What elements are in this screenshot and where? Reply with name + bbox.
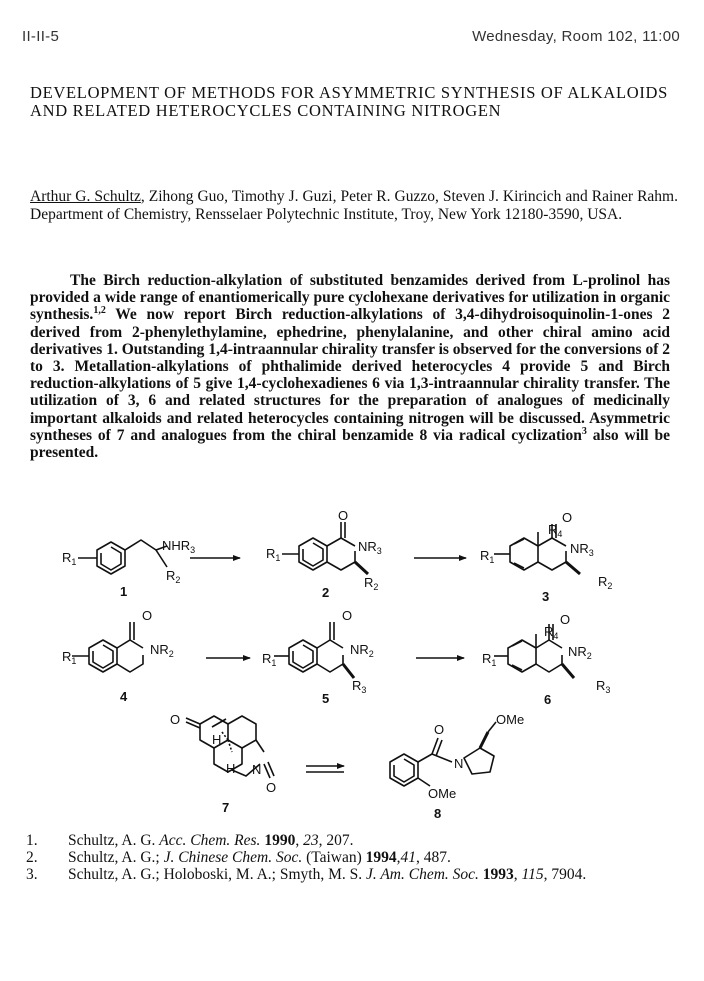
compound-ref: 4 [502, 358, 510, 376]
double-arrow [306, 766, 344, 772]
substituent-r2: $R_2$ [166, 568, 181, 585]
compound-ref: 5 [580, 358, 589, 376]
substituent-nr2: $NR_2$ [350, 642, 374, 659]
carbonyl-oxygen: O [338, 508, 349, 523]
hydrogen-label: H [226, 761, 236, 776]
compound-ref: 6 [372, 375, 380, 393]
compound-ref: 3 [52, 358, 61, 376]
compound-label-8: 8 [434, 806, 442, 821]
substituent-r1: $R_1$ [266, 546, 281, 563]
structure-compound-6 [494, 624, 574, 678]
amide-oxygen: O [434, 722, 445, 737]
substituent-r1: $R_1$ [262, 651, 277, 668]
substituent-nr2: $NR_2$ [150, 642, 174, 659]
reference-item: 3. Schultz, A. G.; Holoboski, M. A.; Smyth, M. S. J. Am. Chem. Soc. 1993, 115, 7904. [26, 866, 587, 883]
compound-label-1: 1 [120, 584, 128, 599]
substituent-r3: $R_3$ [352, 678, 367, 695]
nitrogen-label: N [454, 756, 464, 771]
carbonyl-oxygen: O [560, 612, 571, 627]
compound-ref: 5 [193, 375, 201, 393]
substituent-r1: $R_1$ [480, 548, 495, 565]
structure-compound-4 [72, 622, 143, 672]
substituent-r4: $R_4$ [548, 522, 563, 539]
abstract-text: The Birch reduction-alkylation of substituted benzamides derived from L-prolinol has provided a wide range of enantiomerically pure cyclohexane derivatives for utilization in organic synthesis.$^{1,2}$ We now report Birch reduction-alkylations of 3,4-dihydroisoquinolin-1-ones 2 derived from 2-phenylethylamine, ephedrine, phenylalanine, and other chiral amino acid derivatives 1. Outstanding 1,4-intraannular chirality transfer is observed for the conversions of 2 to 3. Metallation-alkylations of phthalimide derived heterocycles 4 provide 5 and Birch reduction-alkylations of 5 give 1,4-cyclohexadienes 6 via 1,3-intraannular chirality transfer. The utilization of 3, 6 and related structures for the preparation of analogues of medicinally important alkaloids and related heterocycles containing nitrogen will be discussed. Asymmetric syntheses of 7 and analogues from the chiral benzamide 8 via radical cyclization$^3$ also will be presented. [30, 272, 671, 462]
structure-compound-5 [274, 622, 354, 678]
lactam-oxygen: O [266, 780, 277, 795]
substituent-r3: $R_3$ [596, 678, 611, 695]
paper-title: DEVELOPMENT OF METHODS FOR ASYMMETRIC SYNTHESIS OF ALKALOIDS AND RELATED HETEROCYCLES CONTAINING NITROGEN [30, 83, 669, 120]
substituent-r1: $R_1$ [62, 649, 77, 666]
substituent-r2: $R_2$ [364, 575, 379, 592]
compound-ref: 7 [116, 426, 125, 444]
reference-item: 1. Schultz, A. G. Acc. Chem. Res. 1990, 23, 207. [26, 832, 354, 849]
presenting-author: Arthur G. Schultz [30, 188, 141, 205]
author-list: , Zihong Guo, Timothy J. Guzi, Peter R. Guzzo, Steven J. Kirincich and Rainer Rahm. Department of Chemistry, Rensselaer Polytechnic Institute, Troy, New York 12180-3590, USA. [30, 188, 678, 223]
citation-3: 3 [581, 425, 587, 437]
reference-item: 2. Schultz, A. G.; J. Chinese Chem. Soc. (Taiwan) 1994,41, 487. [26, 849, 451, 866]
structure-compound-1 [78, 540, 167, 574]
compound-label-3: 3 [542, 589, 550, 604]
compound-label-5: 5 [322, 691, 330, 706]
substituent-r2: $R_2$ [598, 574, 613, 591]
compound-ref: 3 [127, 392, 136, 410]
carbonyl-oxygen: O [142, 608, 153, 623]
session-code: II-II-5 [22, 28, 60, 45]
methoxy-label: OMe [496, 712, 525, 727]
ketone-oxygen: O [170, 712, 181, 727]
structure-compound-2 [282, 522, 368, 574]
citation-1-2: 1,2 [93, 305, 106, 317]
compound-label-7: 7 [222, 800, 230, 815]
substituent-r4: $R_4$ [544, 624, 559, 641]
compound-ref: 2 [662, 306, 670, 324]
carbonyl-oxygen: O [562, 510, 573, 525]
compound-ref: 6 [148, 392, 157, 410]
session-info: Wednesday, Room 102, 11:00 [472, 28, 680, 45]
substituent-r1: $R_1$ [482, 651, 497, 668]
carbonyl-oxygen: O [342, 608, 353, 623]
references-list [26, 832, 676, 883]
methoxy-label: OMe [428, 786, 457, 801]
substituent-nr3: $NR_3$ [570, 541, 594, 558]
substituent-nr2: $NR_2$ [568, 644, 592, 661]
substituent-nr3: $NR_3$ [358, 539, 382, 556]
compound-label-6: 6 [544, 692, 552, 707]
compound-ref: 2 [662, 340, 670, 358]
compound-ref: 8 [419, 426, 428, 444]
compound-ref: 1 [106, 340, 114, 358]
substituent-r1: $R_1$ [62, 550, 77, 567]
compound-label-4: 4 [120, 689, 128, 704]
structure-compound-3 [494, 524, 580, 574]
nitrogen-label: N [252, 762, 262, 777]
compound-label-2: 2 [322, 585, 330, 600]
substituent-nhr3: $NHR_3$ [162, 538, 196, 555]
hydrogen-label: H [212, 732, 222, 747]
